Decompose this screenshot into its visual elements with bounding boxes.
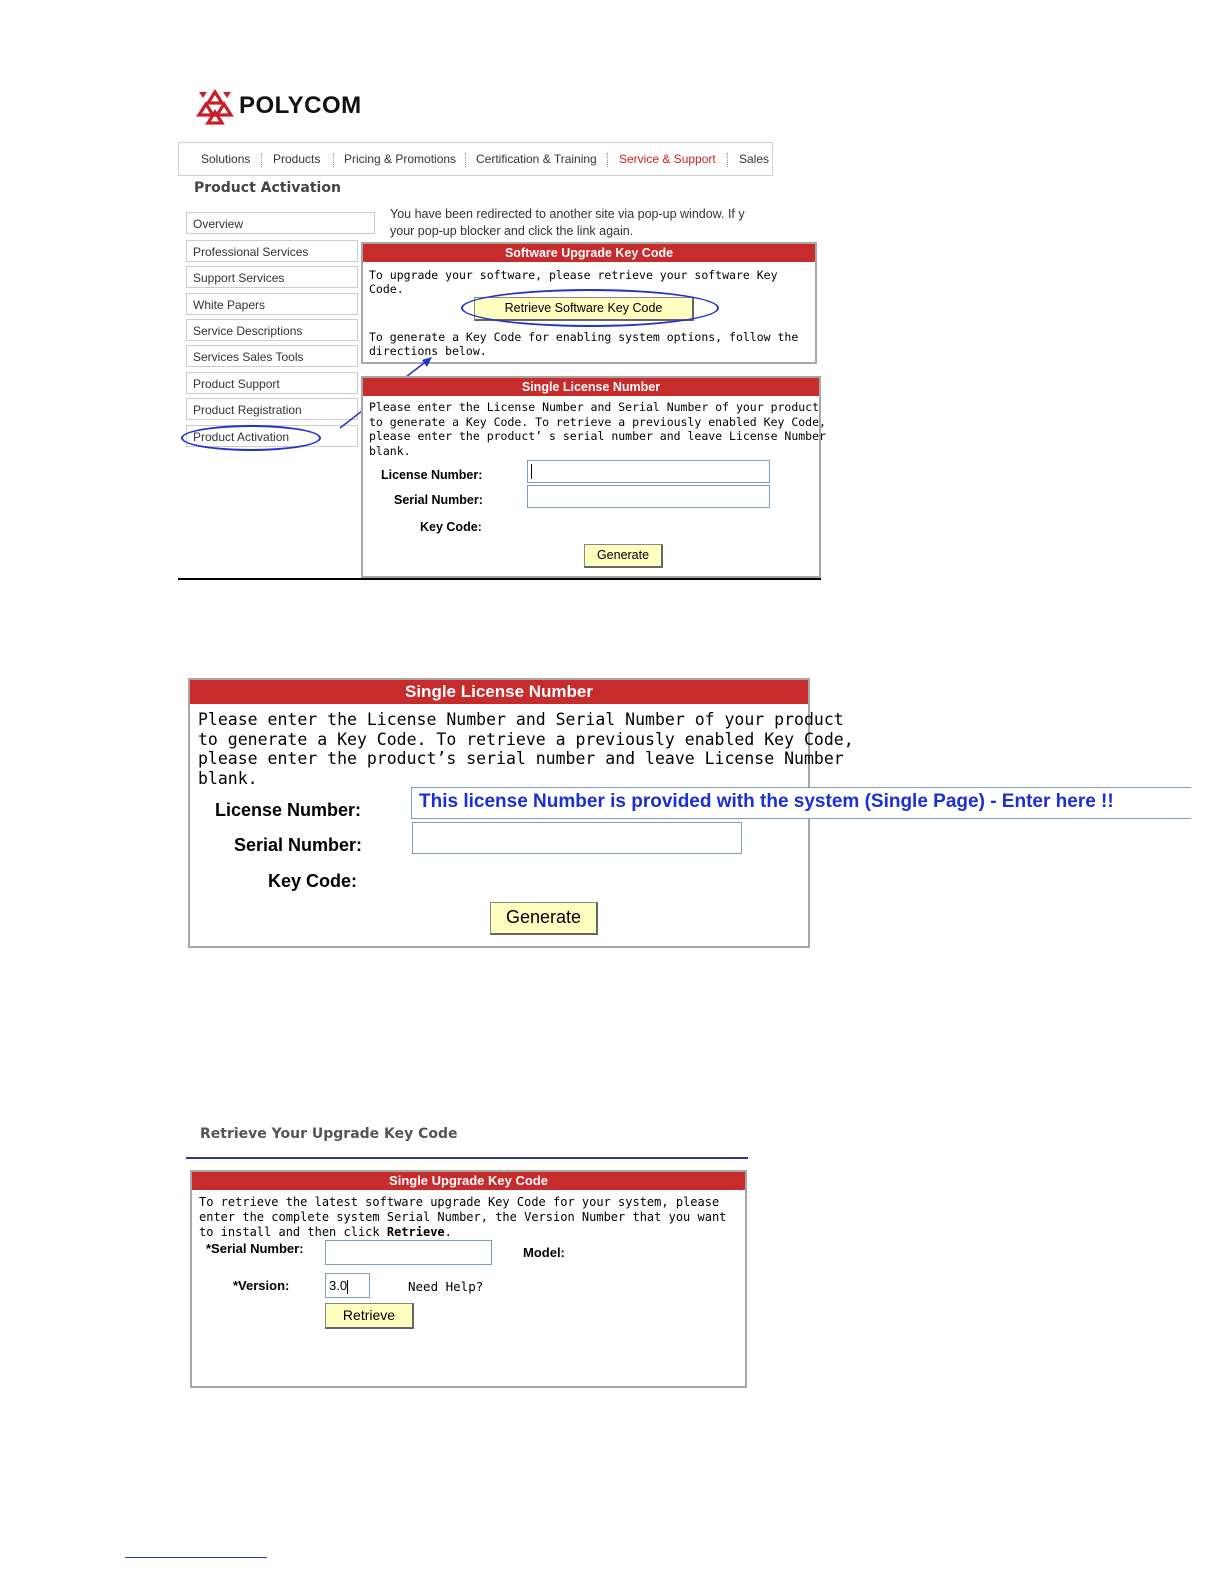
title-underline: [186, 1157, 748, 1159]
need-help-link[interactable]: Need Help?: [408, 1279, 484, 1294]
page-title: Product Activation: [194, 180, 341, 196]
single-upgrade-key-panel: [190, 1170, 747, 1388]
serial-number-input[interactable]: [412, 822, 742, 854]
license-instructions: Please enter the License Number and Serial Number of your product to generate a Key Code. To retrieve a previously enabled Key Code, please enter the product’ s serial number and leave License Number blank.: [369, 400, 826, 458]
key-code-label: Key Code:: [420, 520, 482, 534]
polycom-logo: [195, 88, 365, 126]
key-code-label: Key Code:: [268, 871, 358, 891]
sidebar-item-product-activation[interactable]: Product Activation: [186, 425, 358, 447]
model-label: Model:: [523, 1245, 565, 1260]
retrieve-page-title: Retrieve Your Upgrade Key Code: [200, 1126, 458, 1142]
software-upgrade-panel: [361, 242, 817, 364]
serial-number-label: *Serial Number:: [206, 1241, 304, 1256]
product-activation-screenshot: [178, 142, 826, 580]
single-license-panel: [361, 376, 826, 578]
panel-header: Single Upgrade Key Code: [192, 1172, 745, 1190]
panel-header: Single License Number: [363, 378, 819, 396]
license-number-label: License Number:: [215, 800, 362, 820]
nav-sales[interactable]: Sales: [739, 152, 770, 166]
serial-number-label: Serial Number:: [234, 835, 363, 855]
nav-solutions[interactable]: Solutions: [201, 152, 251, 166]
sidebar-item-service-descriptions[interactable]: Service Descriptions: [186, 319, 358, 341]
retrieve-software-key-code-button[interactable]: Retrieve Software Key Code: [474, 297, 694, 321]
serial-number-input[interactable]: [325, 1240, 492, 1265]
sidebar-item-overview[interactable]: Overview: [186, 212, 375, 234]
retrieve-button[interactable]: Retrieve: [325, 1303, 414, 1329]
version-label: *Version:: [233, 1278, 290, 1293]
generate-instructions: To generate a Key Code for enabling system options, follow the directions below.: [369, 330, 799, 358]
sidebar-item-white-papers[interactable]: White Papers: [186, 293, 358, 315]
license-number-label: License Number:: [381, 468, 483, 482]
top-nav: [178, 142, 773, 176]
serial-number-input[interactable]: [527, 485, 770, 508]
license-number-input[interactable]: [527, 460, 770, 483]
version-input[interactable]: 3.0: [325, 1273, 370, 1298]
sidebar-item-product-registration[interactable]: Product Registration: [186, 398, 358, 420]
nav-service-support[interactable]: Service & Support: [619, 152, 716, 166]
retrieve-instructions: To retrieve the latest software upgrade Key Code for your system, please enter the complete system Serial Number, the Version Number that you want to install and then click Retrieve.: [199, 1195, 727, 1239]
license-number-input[interactable]: [411, 787, 1191, 819]
redirect-line-1: You have been redirected to another site via pop-up window. If y: [390, 207, 745, 221]
sidebar-item-services-sales-tools[interactable]: Services Sales Tools: [186, 345, 358, 367]
serial-number-label: Serial Number:: [394, 493, 483, 507]
redirect-notice: [390, 206, 775, 240]
divider: [178, 578, 821, 580]
sidebar-item-product-support[interactable]: Product Support: [186, 372, 358, 394]
panel-header: Single License Number: [190, 680, 808, 704]
highlight-oval: [461, 289, 719, 327]
logo-wordmark: POLYCOM: [239, 92, 362, 119]
upgrade-text: To upgrade your software, please retrieve your software Key Code.: [369, 268, 778, 296]
nav-products[interactable]: Products: [273, 152, 321, 166]
redirect-line-2: your pop-up blocker and click the link again.: [390, 224, 634, 238]
license-annotation-text: This license Number is provided with the system (Single Page) - Enter here !!: [419, 791, 1114, 812]
panel-header: Software Upgrade Key Code: [363, 244, 815, 262]
nav-pricing[interactable]: Pricing & Promotions: [344, 152, 457, 166]
sidebar-item-professional-services[interactable]: Professional Services: [186, 240, 358, 262]
license-instructions: Please enter the License Number and Serial Number of your product to generate a Key Code. To retrieve a previously enabled Key Code, please enter the product’s serial number and leave License Number blank.: [198, 710, 854, 788]
sidebar-item-support-services[interactable]: Support Services: [186, 266, 358, 288]
generate-button[interactable]: Generate: [490, 902, 598, 935]
nav-certification[interactable]: Certification & Training: [476, 152, 597, 166]
generate-button[interactable]: Generate: [584, 544, 663, 568]
highlight-oval: [181, 425, 321, 451]
footer-link-line: [125, 1557, 267, 1558]
polycom-triangles-icon: [195, 88, 235, 126]
